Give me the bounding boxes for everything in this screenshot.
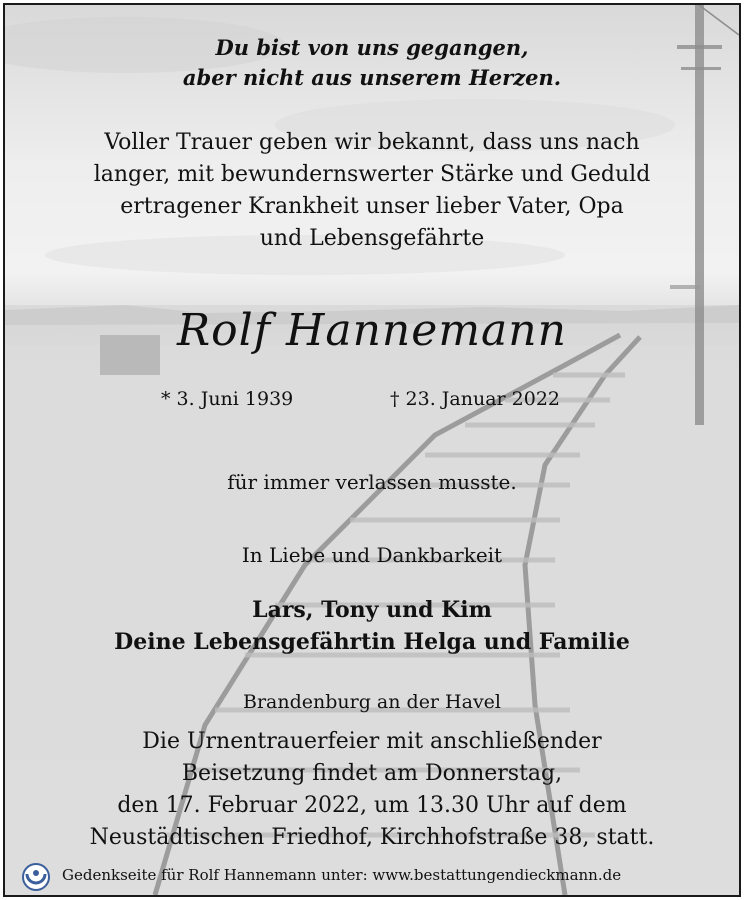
motto-line-2: aber nicht aus unserem Herzen. xyxy=(182,65,562,90)
intro-line-2: langer, mit bewundernswerter Stärke und Geduld xyxy=(93,162,651,187)
funeral-home-logo-icon xyxy=(21,862,51,892)
mourners-line-2: Deine Lebensgefährtin Helga und Familie xyxy=(114,629,630,655)
motto-line-1: Du bist von uns gegangen, xyxy=(215,35,529,60)
service-line-4: Neustädtischen Friedhof, Kirchhofstraße 38, statt. xyxy=(89,825,655,850)
intro-line-3: ertragener Krankheit unser lieber Vater, Opa xyxy=(120,194,624,219)
service-line-2: Beisetzung findet am Donnerstag, xyxy=(181,761,563,786)
intro-line-1: Voller Trauer geben wir bekannt, dass uns nach xyxy=(104,130,640,155)
deceased-name: Rolf Hannemann xyxy=(177,305,567,356)
gratitude-line: In Liebe und Dankbarkeit xyxy=(241,543,503,567)
death-date: † 23. Januar 2022 xyxy=(390,388,561,410)
footer xyxy=(5,860,739,893)
obituary-content xyxy=(5,5,739,895)
closing-line: für immer verlassen musste. xyxy=(227,470,517,494)
service-line-3: den 17. Februar 2022, um 13.30 Uhr auf dem xyxy=(117,793,627,818)
place-line: Brandenburg an der Havel xyxy=(242,691,502,713)
obituary-frame xyxy=(3,3,741,897)
mourners-line-1: Lars, Tony und Kim xyxy=(252,597,492,623)
service-line-1: Die Urnentrauerfeier mit anschließender xyxy=(142,729,602,754)
birth-date: * 3. Juni 1939 xyxy=(161,388,294,410)
memorial-page-link[interactable]: Gedenkseite für Rolf Hannemann unter: www.bestattungendieckmann.de xyxy=(62,866,622,884)
intro-line-4: und Lebensgefährte xyxy=(259,226,485,251)
